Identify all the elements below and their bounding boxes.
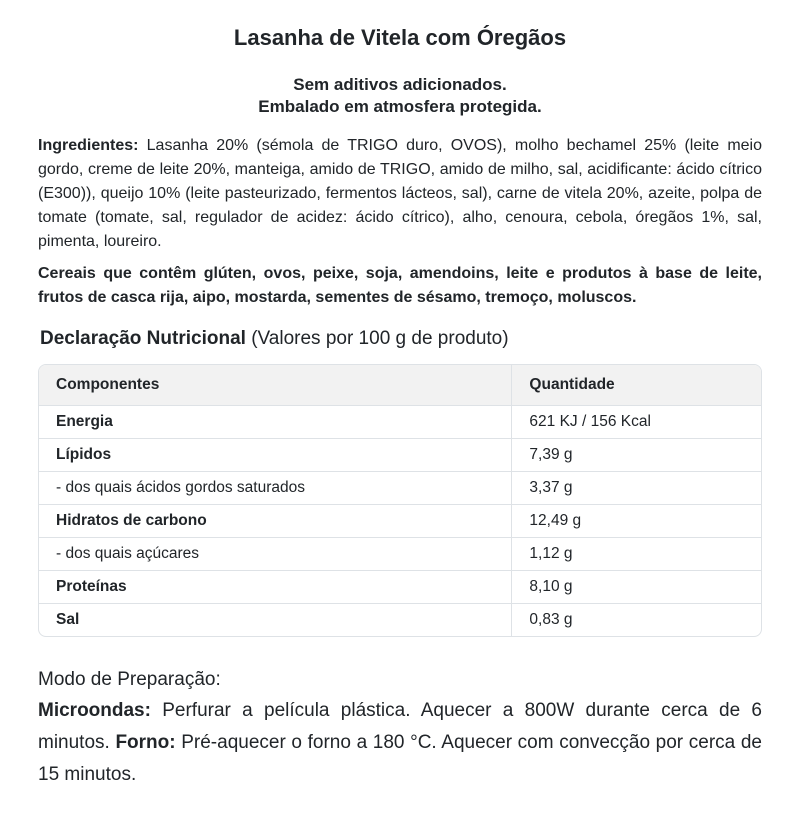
component-cell: Hidratos de carbono — [39, 505, 512, 538]
quantity-cell: 7,39 g — [512, 439, 761, 472]
quantity-cell: 3,37 g — [512, 472, 761, 505]
ingredients-label: Ingredientes: — [38, 137, 139, 154]
microwave-text: Perfurar a película plástica. Aquecer a 800W durante cerca de 6 minutos. — [38, 700, 762, 753]
table-row — [39, 406, 761, 439]
nutrition-table-wrap — [38, 364, 762, 637]
table-row — [39, 604, 761, 637]
nutrition-heading — [40, 326, 762, 352]
table-row — [39, 505, 761, 538]
preparation-heading: Modo de Preparação: — [38, 669, 221, 690]
nutrition-table — [39, 365, 761, 636]
component-cell: Proteínas — [39, 571, 512, 604]
components-header-cell: Componentes — [39, 365, 512, 406]
subtitle-line-2: Embalado em atmosfera protegida. — [258, 97, 542, 116]
component-cell: - dos quais ácidos gordos saturados — [39, 472, 512, 505]
nutrition-heading-bold: Declaração Nutricional — [40, 328, 246, 349]
product-title: Lasanha de Vitela com Óregãos — [233, 25, 567, 50]
oven-text: Pré-aquecer o forno a 180 °C. Aquecer com convecção por cerca de 15 minutos. — [38, 732, 762, 785]
ingredients-paragraph — [38, 134, 762, 254]
quantity-cell: 0,83 g — [512, 604, 761, 637]
quantity-cell: 621 KJ / 156 Kcal — [512, 406, 761, 439]
allergens-paragraph: Cereais que contêm glúten, ovos, peixe, soja, amendoins, leite e produtos à base de leite, frutos de casca rija, aipo, mostarda, sementes de sésamo, tremoço, moluscos. — [38, 265, 762, 306]
nutrition-heading-regular: (Valores por 100 g de produto) — [245, 328, 509, 349]
preparation-paragraph — [38, 695, 762, 791]
table-row — [39, 439, 761, 472]
table-row — [39, 472, 761, 505]
oven-label: Forno: — [115, 732, 176, 753]
subtitle-line-1: Sem aditivos adicionados. — [293, 75, 507, 94]
component-cell: Energia — [39, 406, 512, 439]
component-cell: Lípidos — [39, 439, 512, 472]
subtitle-block — [38, 74, 762, 118]
table-row — [39, 538, 761, 571]
quantity-cell: 12,49 g — [512, 505, 761, 538]
nutrition-table-body — [39, 406, 761, 637]
component-cell: Sal — [39, 604, 512, 637]
table-header-row — [39, 365, 761, 406]
table-row — [39, 571, 761, 604]
quantity-header-cell: Quantidade — [512, 365, 761, 406]
component-cell: - dos quais açúcares — [39, 538, 512, 571]
microwave-label: Microondas: — [38, 700, 151, 721]
nutrition-table-head — [39, 365, 761, 406]
ingredients-text: Lasanha 20% (sémola de TRIGO duro, OVOS), molho bechamel 25% (leite meio gordo, creme de leite 20%, manteiga, amido de TRIGO, amido de milho, sal, acidificante: ácido cítrico (E300)), queijo 10% (leite pasteurizado, fermentos lácteos, sal), carne de vitela 20%, azeite, polpa de tomate (tomate, sal, regulador de acidez: ácido cítrico), alho, cenoura, cebola, óregãos 1%, sal, pimenta, loureiro. — [38, 137, 762, 250]
quantity-cell: 8,10 g — [512, 571, 761, 604]
product-label-page — [0, 26, 800, 826]
quantity-cell: 1,12 g — [512, 538, 761, 571]
